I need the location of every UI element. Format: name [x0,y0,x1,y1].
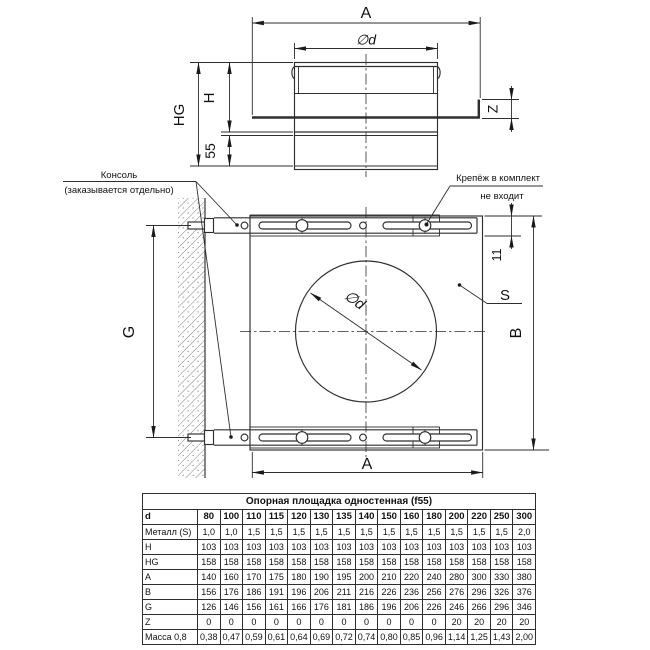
console-anchor-head [205,219,214,233]
cell: 158 [220,555,243,570]
dim-label-Z: Z [484,104,501,114]
col-header: 250 [490,510,513,525]
rail-hole [241,434,248,441]
row-label: H [143,540,198,555]
cell: 1,5 [468,525,491,540]
side-view [171,5,519,177]
cell: 216 [355,585,378,600]
cell: 220 [400,570,423,585]
cell: 0 [333,615,356,630]
cell: 1,5 [265,525,288,540]
col-header: 150 [378,510,401,525]
col-header: 200 [445,510,468,525]
bolt [296,220,308,232]
cell: 181 [333,600,356,615]
cell: 158 [400,555,423,570]
cell: 0 [310,615,333,630]
cell: 280 [445,570,468,585]
cell: 0,85 [400,630,423,645]
cell: 380 [513,570,536,585]
col-header: 110 [243,510,266,525]
cell: 1,5 [333,525,356,540]
cell: 166 [288,600,311,615]
cell: 103 [423,540,446,555]
table-row [143,570,536,585]
dim-label-HG: HG [171,103,188,127]
col-header: 80 [198,510,221,525]
col-header: 115 [265,510,288,525]
cell: 240 [423,570,446,585]
cell: 158 [378,555,401,570]
cell: 226 [378,585,401,600]
cell: 1,25 [468,630,491,645]
spec-table-container [142,493,536,645]
cell: 296 [490,600,513,615]
dim-label-H: H [201,92,218,104]
cell: 1,14 [445,630,468,645]
cell: 346 [513,600,536,615]
cell: 1,5 [400,525,423,540]
cell: 158 [445,555,468,570]
cell: 1,5 [310,525,333,540]
table-title-row [143,494,536,510]
cell: 0,69 [310,630,333,645]
cell: 0 [423,615,446,630]
row-label: A [143,570,198,585]
cell: 0 [288,615,311,630]
cell: 158 [198,555,221,570]
cell: 330 [490,570,513,585]
cell: 176 [310,600,333,615]
cell: 146 [220,600,243,615]
table-row [143,525,536,540]
cell: 0 [355,615,378,630]
dim-label-11: 11 [490,248,504,262]
rail-hole [360,434,367,441]
cell: 103 [198,540,221,555]
col-header: 120 [288,510,311,525]
cell: 196 [288,585,311,600]
cell: 256 [423,585,446,600]
cell: 190 [310,570,333,585]
cell: 158 [423,555,446,570]
col-header: 220 [468,510,491,525]
cell: 103 [220,540,243,555]
cell: 211 [333,585,356,600]
console-note-line1: Консоль [100,170,138,181]
cell: 276 [445,585,468,600]
table-row [143,555,536,570]
dim-label-d-front: ∅d [340,287,369,314]
console-anchor-head [205,431,214,445]
col-header: 300 [513,510,536,525]
dim-label-S: S [499,287,511,304]
cell: 1,0 [220,525,243,540]
table-header-row [143,510,536,525]
rail-hole [360,222,367,229]
cell: 1,5 [355,525,378,540]
cell: 158 [288,555,311,570]
cell: 103 [288,540,311,555]
cell: 158 [513,555,536,570]
col-header: 180 [423,510,446,525]
cell: 296 [468,585,491,600]
cell: 158 [355,555,378,570]
dim-label-G: G [121,325,138,339]
dim-label-B: B [508,327,525,339]
cell: 1,0 [198,525,221,540]
cell: 103 [333,540,356,555]
cell: 103 [468,540,491,555]
cell: 1,43 [490,630,513,645]
cell: 1,5 [378,525,401,540]
cell: 103 [445,540,468,555]
col-header: 100 [220,510,243,525]
table-body [143,525,536,645]
cell: 20 [513,615,536,630]
cell: 0 [265,615,288,630]
dim-label-d-top: ∅d [356,31,376,48]
cell: 158 [310,555,333,570]
table-row [143,585,536,600]
spec-table [142,493,536,645]
cell: 20 [445,615,468,630]
cell: 206 [310,585,333,600]
cell: 326 [490,585,513,600]
cell: 158 [265,555,288,570]
row-label: Масса 0,8 [143,630,198,645]
cell: 0 [220,615,243,630]
cell: 126 [198,600,221,615]
cell: 156 [243,600,266,615]
cell: 1,5 [288,525,311,540]
cell: 0,61 [265,630,288,645]
bolt [296,432,308,444]
row-label: B [143,585,198,600]
cell: 176 [220,585,243,600]
cell: 376 [513,585,536,600]
cell: 226 [423,600,446,615]
cell: 20 [468,615,491,630]
cell: 210 [378,570,401,585]
cell: 140 [198,570,221,585]
cell: 1,5 [490,525,513,540]
cell: 158 [490,555,513,570]
table-row [143,630,536,645]
cell: 206 [400,600,423,615]
cell: 0,74 [355,630,378,645]
cell: 0 [400,615,423,630]
cell: 0 [378,615,401,630]
cell: 196 [378,600,401,615]
cell: 103 [513,540,536,555]
cell: 0,72 [333,630,356,645]
cell: 2,00 [513,630,536,645]
row-label: Металл (S) [143,525,198,540]
cell: 160 [220,570,243,585]
cell: 103 [378,540,401,555]
table-row [143,600,536,615]
bolt [419,432,431,444]
cell: 266 [468,600,491,615]
table-row [143,615,536,630]
col-header: 135 [333,510,356,525]
cell: 103 [355,540,378,555]
front-view [63,170,549,478]
cell: 103 [490,540,513,555]
cell: 1,5 [445,525,468,540]
col-header-d: d [143,510,198,525]
cell: 0 [198,615,221,630]
cell: 2,0 [513,525,536,540]
cell: 180 [288,570,311,585]
row-label: HG [143,555,198,570]
dim-label-A-top: A [360,5,372,22]
cell: 0,59 [243,630,266,645]
cell: 170 [243,570,266,585]
cell: 158 [333,555,356,570]
cell: 158 [468,555,491,570]
cell: 161 [265,600,288,615]
cell: 236 [400,585,423,600]
row-label: G [143,600,198,615]
fasteners-note-line1: Крепёж в комплект [456,173,540,184]
cell: 103 [243,540,266,555]
cell: 1,5 [243,525,266,540]
cell: 175 [265,570,288,585]
cell: 103 [265,540,288,555]
cell: 0,96 [423,630,446,645]
cell: 186 [355,600,378,615]
cell: 186 [243,585,266,600]
cell: 0 [243,615,266,630]
cell: 1,5 [423,525,446,540]
col-header: 140 [355,510,378,525]
cell: 246 [445,600,468,615]
cell: 195 [333,570,356,585]
table-title: Опорная площадка одностенная (f55) [143,494,536,510]
cell: 0,64 [288,630,311,645]
cell: 156 [198,585,221,600]
row-label: Z [143,615,198,630]
rail-hole [241,222,248,229]
cell: 300 [468,570,491,585]
dim-label-A-bottom: A [361,456,373,473]
cell: 158 [243,555,266,570]
cell: 103 [400,540,423,555]
cell: 103 [310,540,333,555]
cell: 191 [265,585,288,600]
fasteners-note-line2: не входит [480,191,524,202]
console-note-line2: (заказывается отдельно) [64,185,174,196]
col-header: 130 [310,510,333,525]
top-rail [188,215,477,236]
table-row [143,540,536,555]
cell: 0,47 [220,630,243,645]
col-header: 160 [400,510,423,525]
cell: 0,38 [198,630,221,645]
dim-label-55: 55 [202,143,218,159]
cell: 0,80 [378,630,401,645]
cell: 20 [490,615,513,630]
cell: 200 [355,570,378,585]
